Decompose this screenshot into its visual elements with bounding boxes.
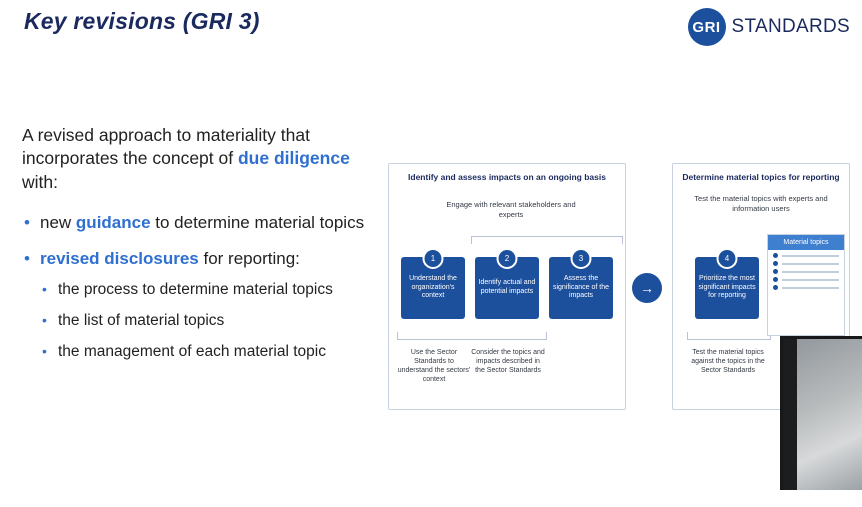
lead-paragraph — [22, 124, 372, 194]
sub-bullet-text: the list of material topics — [58, 312, 225, 330]
list-item — [40, 280, 372, 300]
step-number: 4 — [717, 248, 738, 269]
panel-title: Determine material topics for reporting — [682, 172, 840, 182]
step-number: 2 — [497, 248, 518, 269]
bullet-text-post: to determine material topics — [150, 212, 365, 232]
step-number: 1 — [423, 248, 444, 269]
placeholder-line — [782, 279, 839, 281]
sub-bullet-list — [40, 280, 372, 362]
list-item — [768, 282, 844, 290]
panel-subhead: Test the material topics with experts and information users — [694, 194, 828, 213]
gri-standards-logo — [688, 8, 850, 46]
bullet-text-post: for reporting: — [198, 248, 300, 268]
step-label: Understand the organization's context — [409, 274, 457, 300]
gri-logo-text: STANDARDS — [731, 16, 850, 37]
list-item — [768, 258, 844, 266]
bullet-dot-icon — [773, 269, 778, 274]
list-item — [768, 266, 844, 274]
lead-part-1: A revised approach to materiality that incorporates the concept of — [22, 125, 310, 169]
page-title: Key revisions (GRI 3) — [24, 8, 260, 34]
placeholder-line — [782, 287, 839, 289]
material-topics-card — [767, 234, 845, 336]
webcam-edge-bar — [783, 339, 797, 491]
left-content — [22, 124, 372, 376]
panel-subhead: Engage with relevant stakeholders and experts — [446, 200, 576, 219]
list-item — [22, 212, 372, 234]
step-label: Assess the significance of the impacts — [552, 274, 610, 300]
arrow-right-icon: → — [632, 273, 662, 303]
material-topics-card-title: Material topics — [768, 235, 844, 250]
gri-logo-mark: GRI — [688, 8, 726, 46]
bullet-dot-icon — [773, 277, 778, 282]
bullet-glyph-icon: • — [42, 312, 47, 329]
bracket-bottom — [687, 332, 771, 340]
panel-note: Test the material topics against the topics in the Sector Standards — [691, 349, 765, 375]
slide-bottom-margin — [0, 490, 862, 507]
step-label: Prioritize the most significant impacts for reporting — [698, 274, 756, 300]
panel-note: Consider the topics and impacts described in the Sector Standards — [471, 349, 545, 375]
list-item — [40, 311, 372, 331]
list-item — [22, 248, 372, 363]
bullet-glyph-icon: • — [42, 343, 47, 360]
sub-bullet-text: the process to determine material topics — [58, 280, 333, 298]
process-step-1 — [401, 253, 465, 319]
placeholder-line — [782, 255, 839, 257]
process-step-2 — [475, 253, 539, 319]
webcam-video-inset[interactable] — [780, 336, 862, 491]
bullet-list — [22, 212, 372, 363]
bracket-top — [471, 236, 623, 244]
bullet-dot-icon — [773, 261, 778, 266]
bullet-dot-icon — [773, 253, 778, 258]
process-diagram — [388, 163, 848, 411]
panel-title: Identify and assess impacts on an ongoing basis — [408, 172, 606, 182]
bullet-text-highlight: revised disclosures — [40, 248, 199, 268]
sub-bullet-text: the management of each material topic — [58, 343, 326, 361]
lead-part-2: with: — [22, 171, 58, 192]
bullet-glyph-icon: • — [42, 280, 47, 297]
list-item — [768, 250, 844, 258]
step-number: 3 — [571, 248, 592, 269]
step-label: Identify actual and potential impacts — [478, 279, 536, 295]
process-step-3 — [549, 253, 613, 319]
diagram-panel-identify — [388, 163, 626, 410]
list-item — [768, 274, 844, 282]
bullet-glyph-icon: • — [24, 212, 30, 232]
panel-note: Use the Sector Standards to understand the sectors' context — [397, 349, 471, 384]
placeholder-line — [782, 271, 839, 273]
bullet-dot-icon — [773, 285, 778, 290]
bullet-text-highlight: guidance — [75, 212, 151, 232]
bracket-bottom — [397, 332, 547, 340]
list-item — [40, 342, 372, 362]
bullet-glyph-icon: • — [24, 248, 30, 268]
process-step-4 — [695, 253, 759, 319]
bullet-text-pre: new — [40, 212, 76, 232]
lead-highlight: due diligence — [237, 148, 350, 169]
placeholder-line — [782, 263, 839, 265]
